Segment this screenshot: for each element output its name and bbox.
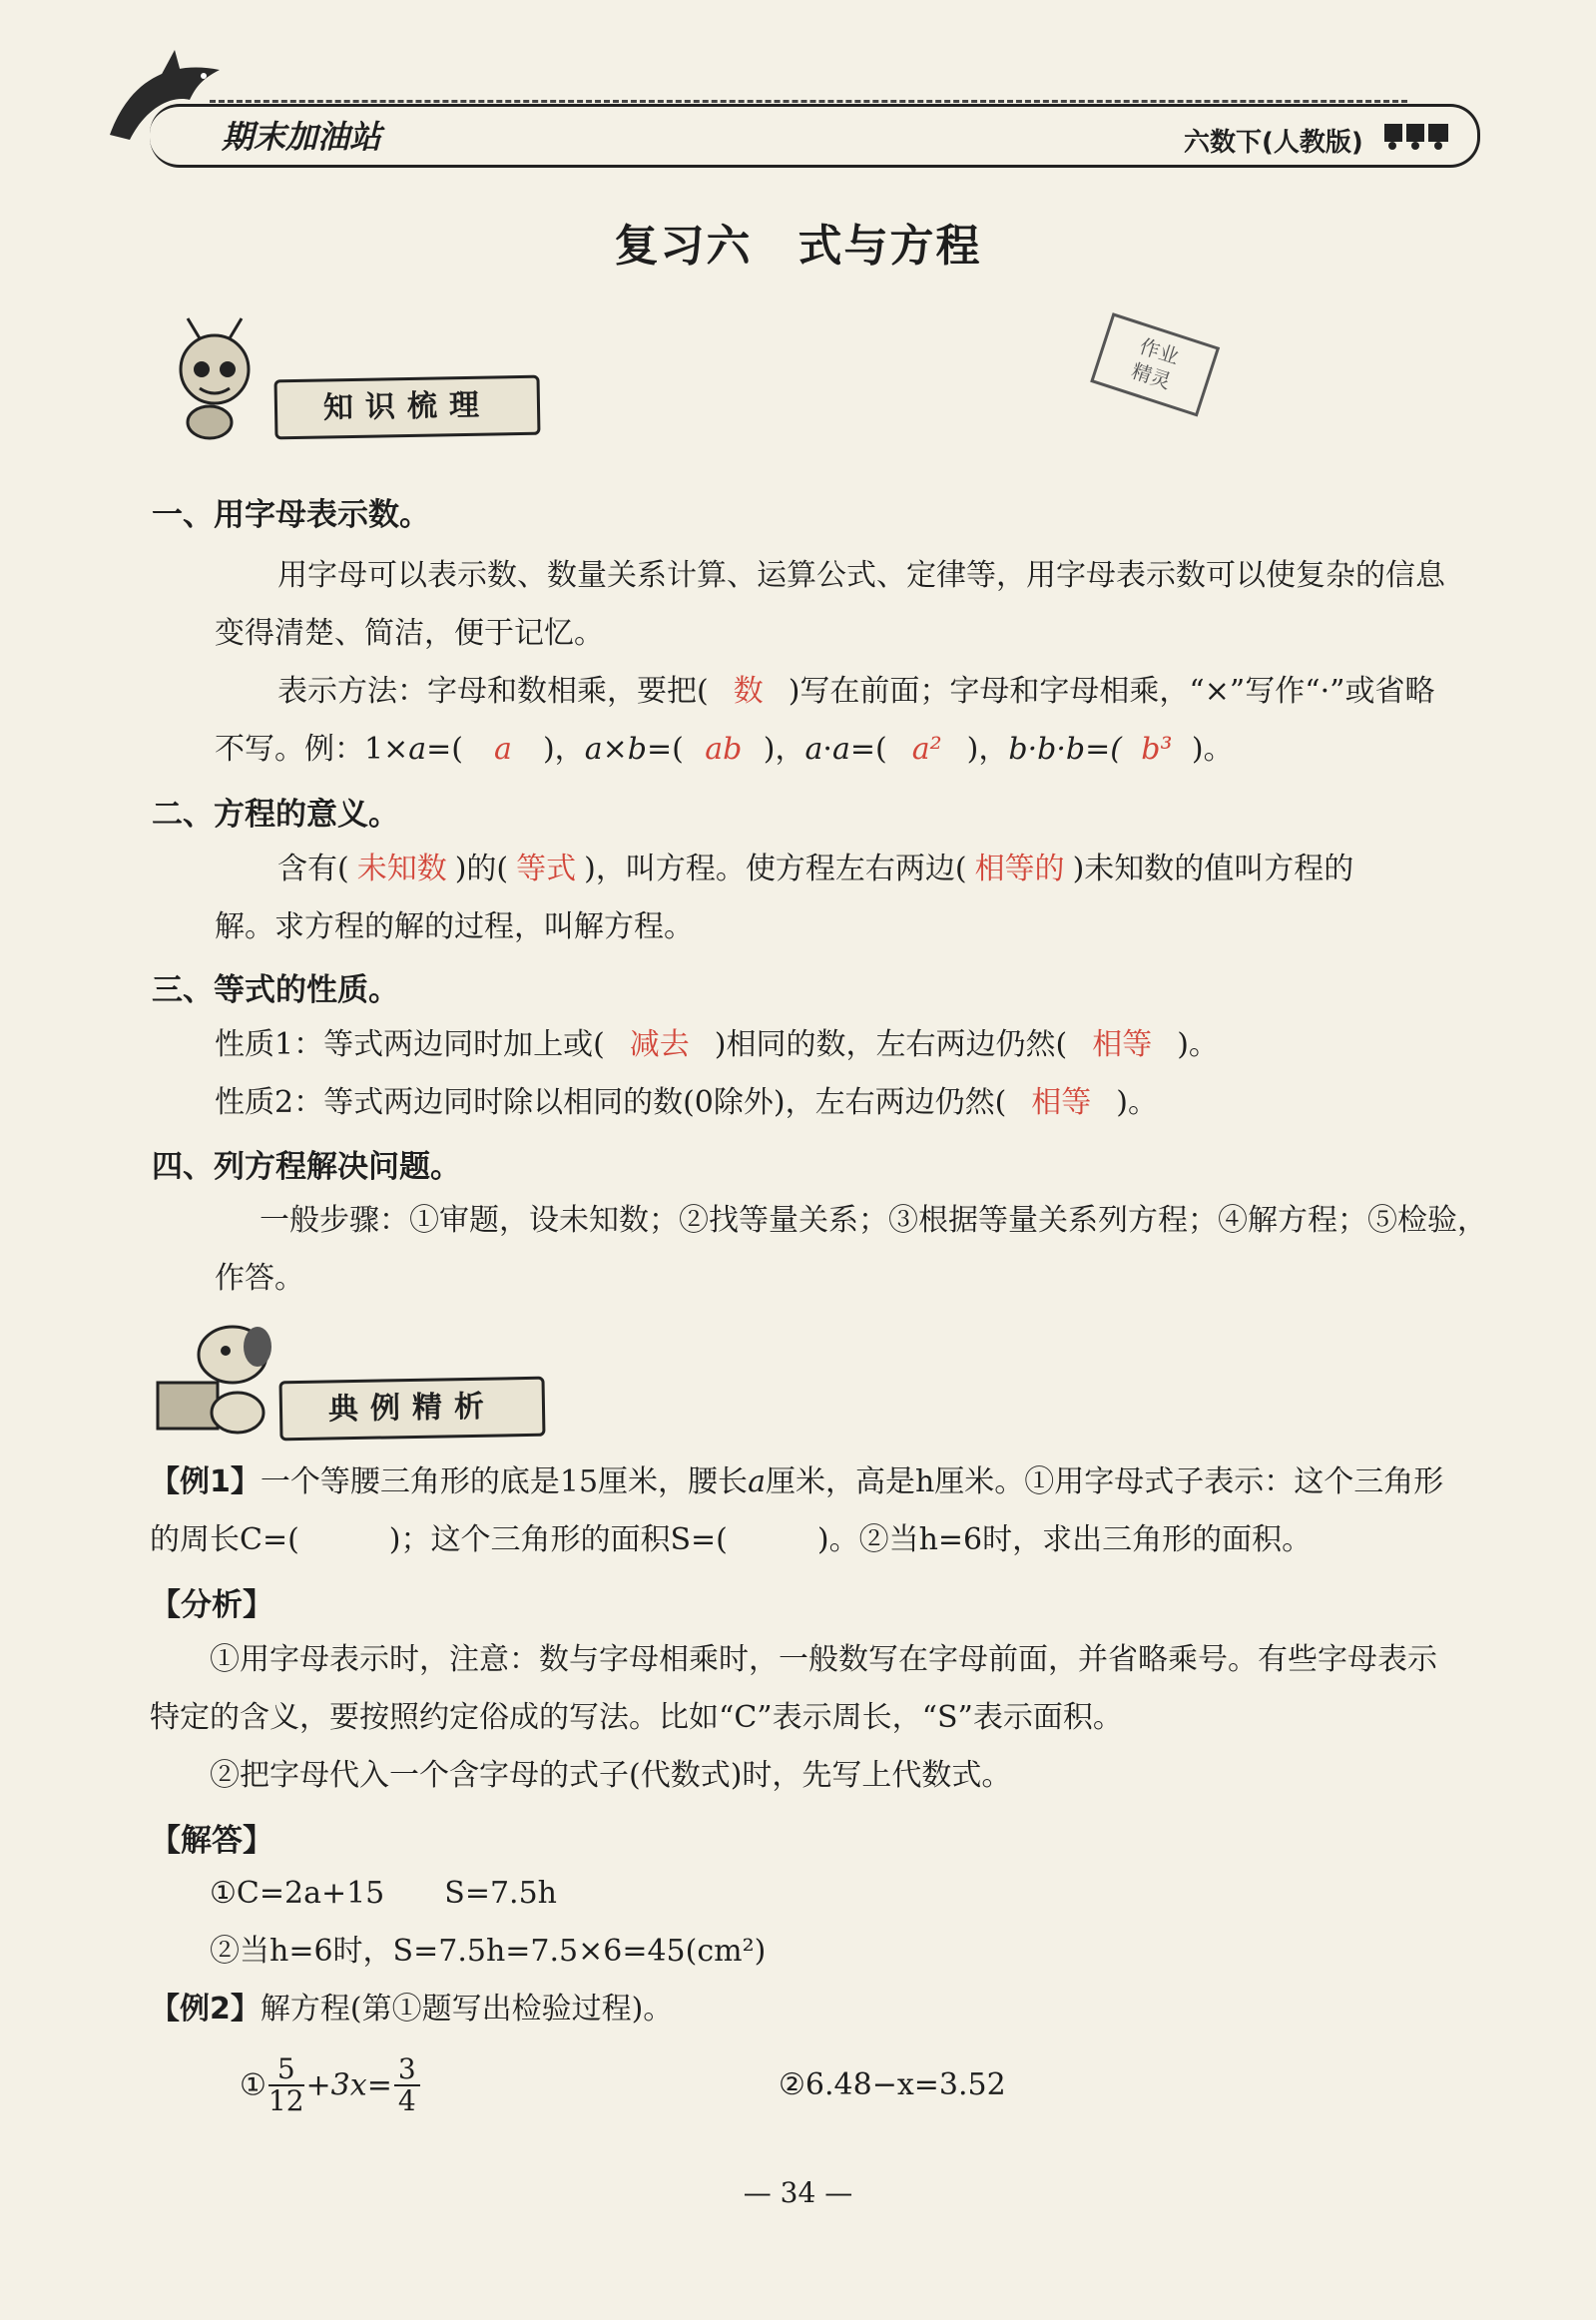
- s1-p2b-text4: ×: [602, 732, 628, 767]
- s2-text1: 含有(: [277, 852, 349, 886]
- s2-text2: )的(: [454, 852, 509, 886]
- s1-p2-text2: )写在前面；字母和字母相乘，“×”写作“·”或省略: [788, 674, 1435, 709]
- section-heading-2: 二、方程的意义。: [152, 797, 399, 833]
- eq1-denominator-1: 12: [267, 2084, 304, 2117]
- bee-mascot-icon: [150, 314, 269, 448]
- s3-text4: 性质2：等式两边同时除以相同的数(0除外)，左右两边仍然(: [215, 1085, 1007, 1120]
- s4-line1: 一般步骤：①审题，设未知数；②找等量关系；③根据等量关系列方程；④解方程；⑤检验，: [260, 1203, 1487, 1238]
- s1-p2b-text3: )，: [542, 732, 585, 767]
- var-b: b: [627, 732, 647, 767]
- s2-line2: 解。求方程的解的过程，叫解方程。: [215, 909, 694, 944]
- stamp-line-1: 作业: [1136, 333, 1183, 369]
- s1-p2-text1: 表示方法：字母和数相乘，要把(: [277, 674, 709, 709]
- s1-p2b-text10: b·b·b=(: [1008, 732, 1122, 767]
- s3-text2: )相同的数，左右两边仍然(: [714, 1027, 1068, 1062]
- var-a-3: a: [804, 732, 823, 767]
- var-a-4: a: [831, 732, 850, 767]
- answer-unknown: 未知数: [356, 852, 447, 886]
- example1-text2: 厘米，高是h厘米。①用字母式子表示：这个三角形: [765, 1464, 1444, 1499]
- eq1-numerator-1: 5: [268, 2054, 304, 2086]
- analysis-tag: 【分析】: [150, 1587, 273, 1623]
- s2-text4: )未知数的值叫方程的: [1072, 852, 1354, 886]
- stamp-line-2: 精灵: [1128, 358, 1175, 394]
- s1-p2b-text11: )。: [1191, 732, 1234, 767]
- analysis-line2: 特定的含义，要按照约定俗成的写法。比如“C”表示周长，“S”表示面积。: [150, 1700, 1123, 1735]
- s2-line1: [277, 841, 1353, 898]
- example1-text1: 一个等腰三角形的底是15厘米，腰长: [260, 1464, 749, 1499]
- example1-tag: 【例1】: [150, 1464, 261, 1499]
- s1-p2b-text9: )，: [966, 732, 1009, 767]
- section-badge-examples: 典例精析: [278, 1377, 545, 1442]
- page-title: 复习六 式与方程: [614, 221, 982, 272]
- section-heading-4: 四、列方程解决问题。: [152, 1149, 461, 1185]
- eq1-numerator-2: 3: [394, 2054, 420, 2086]
- eq1-prefix: ①: [240, 2067, 266, 2103]
- equation-2: ②6.48−x=3.52: [779, 2067, 1006, 2102]
- s3-text5: )。: [1116, 1085, 1159, 1120]
- answer-b-cubed: b³: [1141, 732, 1173, 767]
- eq1-middle: +3x=: [305, 2067, 392, 2103]
- s3-line2: [215, 1074, 1158, 1132]
- analysis-line1: ①用字母表示时，注意：数与字母相乘时，一般数写在字母前面，并省略乘号。有些字母表示: [210, 1642, 1437, 1677]
- solution-line2: ②当h=6时，S=7.5h=7.5×6=45(cm²): [210, 1934, 767, 1969]
- section-heading-1: 一、用字母表示数。: [152, 497, 430, 533]
- section-heading-3: 三、等式的性质。: [152, 972, 399, 1008]
- s1-p2b-text6: )，: [763, 732, 805, 767]
- example1-line2: 的周长C=( )；这个三角形的面积S=( )。②当h=6时，求出三角形的面积。: [150, 1522, 1313, 1557]
- answer-a-squared: a²: [911, 732, 942, 767]
- s2-text3: )，叫方程。使方程左右两边(: [584, 852, 967, 886]
- s1-p2b-text2: =(: [426, 732, 463, 767]
- page-number: — 34 —: [743, 2176, 853, 2209]
- answer-ab: ab: [705, 732, 743, 767]
- header-right-title: 六数下(人教版): [1184, 128, 1363, 158]
- answer-a: a: [494, 732, 512, 767]
- header-left-title: 期末加油站: [222, 118, 382, 156]
- s1-para2-line2: [215, 721, 1234, 779]
- s1-para2-line1: [277, 663, 1434, 721]
- solution-line1: ①C=2a+15 S=7.5h: [210, 1876, 557, 1911]
- analysis-line3: ②把字母代入一个含字母的式子(代数式)时，先写上代数式。: [210, 1758, 1012, 1793]
- s1-p2b-text5: =(: [646, 732, 684, 767]
- s4-line2: 作答。: [215, 1261, 304, 1296]
- example2-line: [150, 1981, 673, 2038]
- s1-p2b-text1: 不写。例：1×: [215, 732, 409, 767]
- train-logo-icon: [1382, 118, 1452, 156]
- s1-p2b-text7: ·: [822, 732, 832, 767]
- equation-1: [240, 2054, 422, 2116]
- header-dashed-line: [210, 100, 1407, 103]
- example2-text: 解方程(第①题写出检验过程)。: [260, 1992, 674, 2027]
- answer-equal-1: 相等: [1092, 1027, 1153, 1062]
- s1-para1-line2: 变得清楚、简洁，便于记忆。: [215, 616, 604, 651]
- s3-text3: )。: [1177, 1027, 1219, 1062]
- answer-equation: 等式: [516, 852, 577, 886]
- example1-line1: [150, 1453, 1443, 1511]
- dog-mascot-icon: [148, 1313, 277, 1447]
- answer-subtract: 减去: [629, 1027, 690, 1062]
- solution-tag: 【解答】: [150, 1823, 273, 1859]
- answer-equal-2: 相等: [1031, 1085, 1092, 1120]
- eq1-denominator-2: 4: [397, 2084, 416, 2117]
- section-badge-knowledge: 知识梳理: [273, 375, 540, 440]
- eq1-fraction-2: [394, 2054, 420, 2116]
- answer-equal: 相等的: [974, 852, 1065, 886]
- answer-shu: 数: [733, 674, 764, 709]
- s3-text1: 性质1：等式两边同时加上或(: [215, 1027, 605, 1062]
- var-a: a: [408, 732, 427, 767]
- homework-stamp: [1075, 301, 1231, 440]
- s3-line1: [215, 1016, 1219, 1074]
- example2-tag: 【例2】: [150, 1992, 261, 2027]
- s1-p2b-text8: =(: [849, 732, 887, 767]
- example1-var-a: a: [748, 1464, 766, 1499]
- var-a-2: a: [584, 732, 603, 767]
- eq1-fraction-1: [268, 2054, 304, 2116]
- s1-para1-line1: 用字母可以表示数、数量关系计算、运算公式、定律等，用字母表示数可以使复杂的信息: [277, 558, 1445, 593]
